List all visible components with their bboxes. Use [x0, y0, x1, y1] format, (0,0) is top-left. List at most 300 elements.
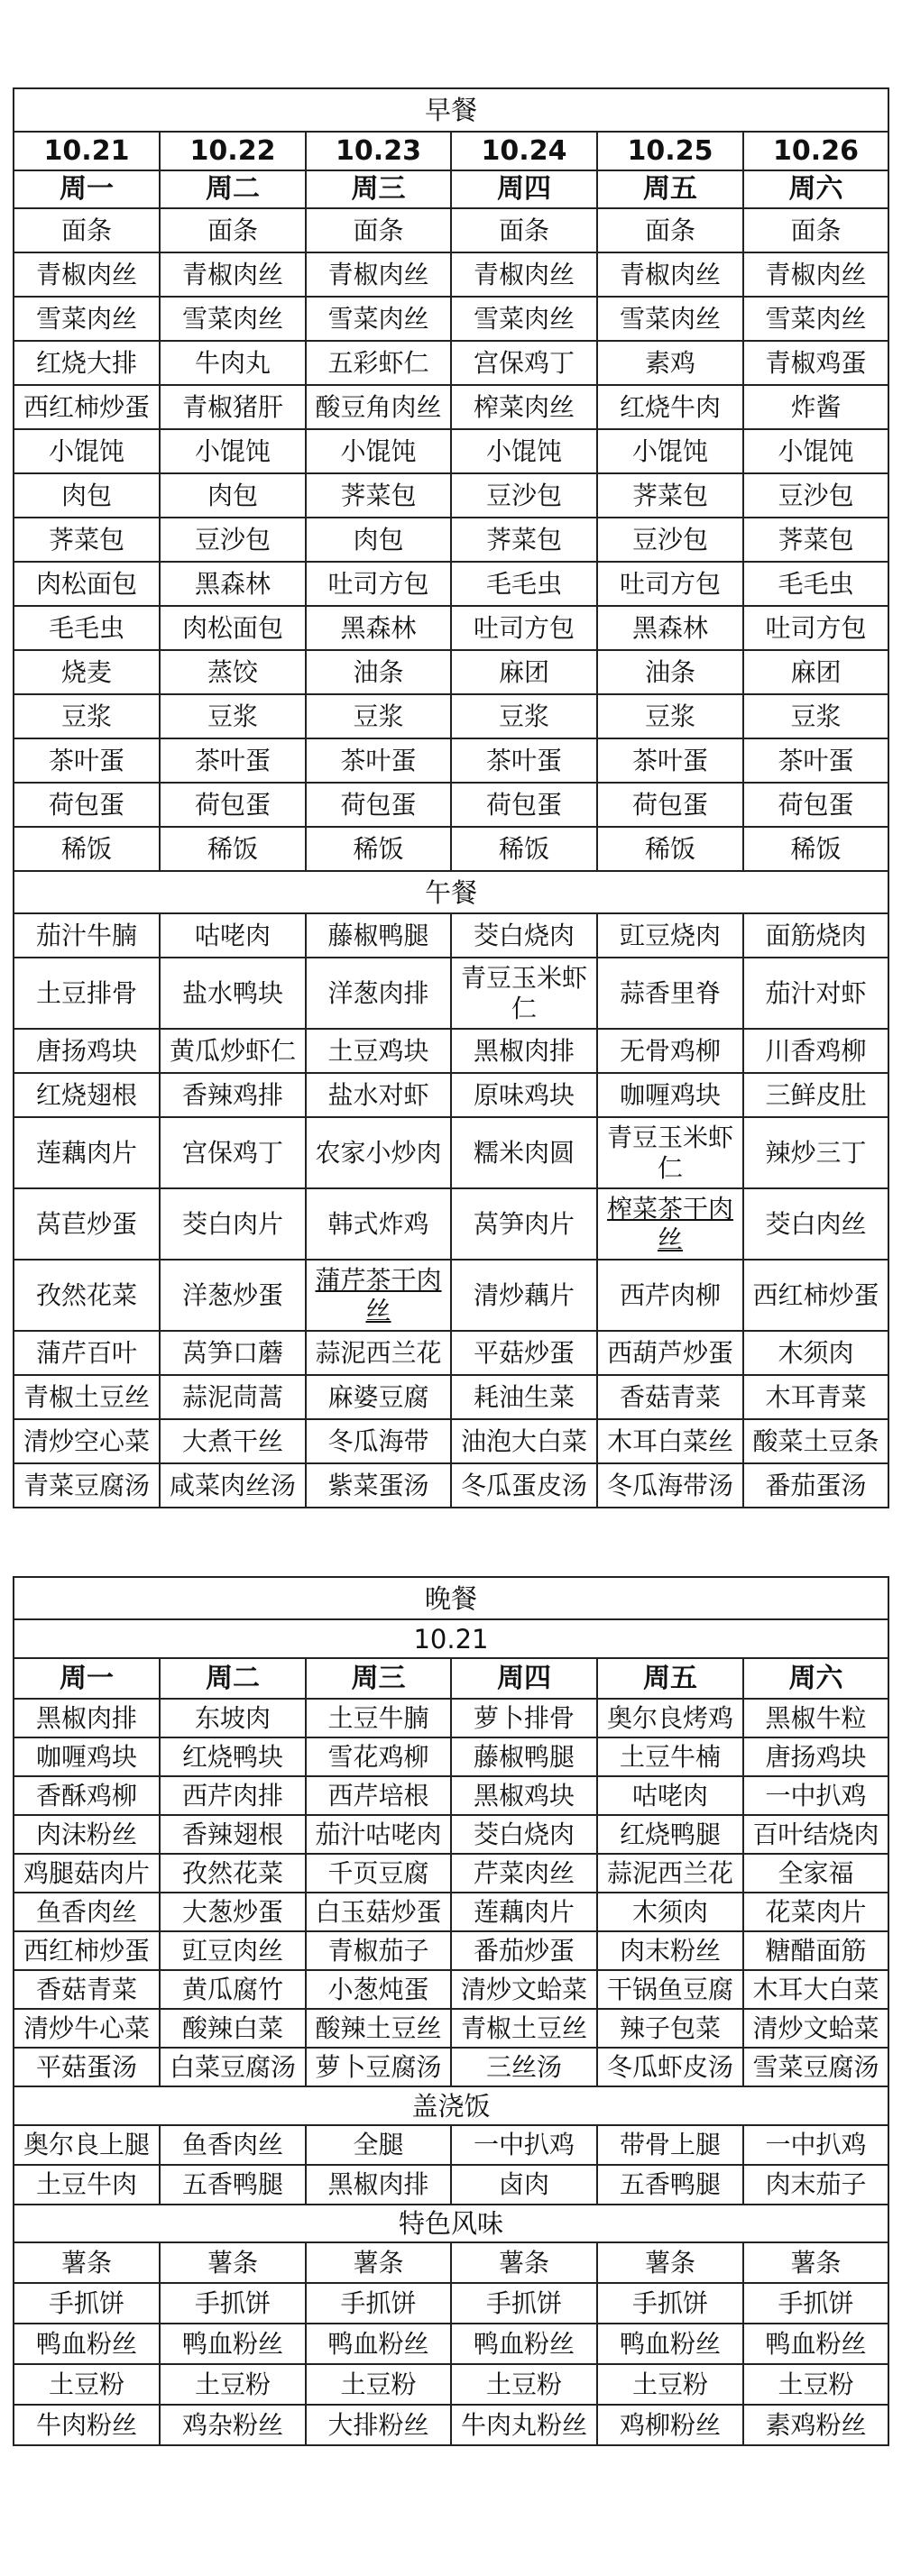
menu-item: 土豆排骨 — [14, 958, 160, 1029]
menu-item: 土豆粉 — [160, 2364, 306, 2405]
menu-item: 花菜肉片 — [743, 1893, 888, 1931]
menu-item: 西红柿炒蛋 — [14, 385, 160, 429]
menu-item: 韩式炸鸡 — [306, 1188, 451, 1260]
weekday-header: 周六 — [743, 1658, 888, 1699]
menu-item: 雪菜肉丝 — [14, 297, 160, 341]
menu-item: 烧麦 — [14, 650, 160, 694]
date-header: 10.24 — [451, 132, 597, 170]
date-header: 10.21 — [14, 132, 160, 170]
menu-item: 咖喱鸡块 — [597, 1073, 743, 1117]
menu-item: 莴苣炒蛋 — [14, 1188, 160, 1260]
rice-bowl-row — [14, 2165, 888, 2205]
menu-item: 西红柿炒蛋 — [743, 1260, 888, 1331]
menu-item: 盐水鸭块 — [160, 958, 306, 1029]
breakfast-row — [14, 208, 888, 252]
menu-item: 清炒文蛤菜 — [451, 1970, 597, 2009]
dinner-date-row — [14, 1619, 888, 1658]
menu-item: 孜然花菜 — [14, 1260, 160, 1331]
menu-item: 莲藕肉片 — [14, 1117, 160, 1188]
weekday-header: 周三 — [306, 170, 451, 208]
dinner-row — [14, 1970, 888, 2009]
menu-item: 青椒鸡蛋 — [743, 341, 888, 385]
breakfast-row — [14, 297, 888, 341]
menu-item: 西芹培根 — [306, 1776, 451, 1815]
menu-item: 雪花鸡柳 — [306, 1737, 451, 1776]
rice-bowl-title: 盖浇饭 — [14, 2086, 888, 2125]
menu-item: 毛毛虫 — [743, 562, 888, 606]
specialty-row — [14, 2242, 888, 2283]
menu-item: 全腿 — [306, 2125, 451, 2165]
dinner-title-row — [14, 1577, 888, 1619]
menu-item: 素鸡 — [597, 341, 743, 385]
menu-item: 茶叶蛋 — [160, 738, 306, 783]
lunch-row — [14, 913, 888, 958]
menu-item: 茄汁对虾 — [743, 958, 888, 1029]
date-header: 10.25 — [597, 132, 743, 170]
specialty-title: 特色风味 — [14, 2205, 888, 2242]
menu-item: 手抓饼 — [160, 2283, 306, 2324]
menu-item: 吐司方包 — [306, 562, 451, 606]
menu-item: 萝卜豆腐汤 — [306, 2048, 451, 2086]
menu-item: 大排粉丝 — [306, 2405, 451, 2445]
menu-item: 卤肉 — [451, 2165, 597, 2205]
menu-item: 青菜豆腐汤 — [14, 1463, 160, 1508]
menu-item: 红烧牛肉 — [597, 385, 743, 429]
menu-item: 香菇青菜 — [597, 1375, 743, 1419]
menu-item: 鸭血粉丝 — [743, 2324, 888, 2364]
breakfast-row — [14, 385, 888, 429]
menu-item: 面条 — [597, 208, 743, 252]
menu-item: 小葱炖蛋 — [306, 1970, 451, 2009]
menu-item: 黑椒肉排 — [451, 1029, 597, 1073]
menu-item: 稀饭 — [160, 827, 306, 871]
menu-item: 雪菜肉丝 — [743, 297, 888, 341]
menu-item: 薯条 — [743, 2242, 888, 2283]
menu-item: 稀饭 — [14, 827, 160, 871]
menu-item: 藤椒鸭腿 — [306, 913, 451, 958]
weekday-header: 周二 — [160, 170, 306, 208]
menu-item: 小馄饨 — [597, 429, 743, 473]
menu-item: 三丝汤 — [451, 2048, 597, 2086]
menu-item: 咖喱鸡块 — [14, 1737, 160, 1776]
dinner-row — [14, 1854, 888, 1893]
menu-item: 洋葱炒蛋 — [160, 1260, 306, 1331]
menu-item: 土豆牛肉 — [14, 2165, 160, 2205]
menu-item: 辣子包菜 — [597, 2009, 743, 2048]
menu-item: 茭白肉片 — [160, 1188, 306, 1260]
menu-item: 手抓饼 — [14, 2283, 160, 2324]
menu-item: 青椒茄子 — [306, 1931, 451, 1970]
menu-item: 面筋烧肉 — [743, 913, 888, 958]
specialty-row — [14, 2364, 888, 2405]
menu-item: 豆浆 — [743, 694, 888, 738]
menu-item: 豆沙包 — [451, 473, 597, 518]
menu-item: 木须肉 — [743, 1331, 888, 1375]
rice-bowl-row — [14, 2125, 888, 2165]
menu-item: 土豆牛楠 — [597, 1737, 743, 1776]
menu-item: 一中扒鸡 — [451, 2125, 597, 2165]
breakfast-row — [14, 473, 888, 518]
menu-item: 油条 — [597, 650, 743, 694]
dinner-row — [14, 1815, 888, 1854]
weekday-header: 周二 — [160, 1658, 306, 1699]
menu-item: 小馄饨 — [451, 429, 597, 473]
menu-item: 油泡大白菜 — [451, 1419, 597, 1463]
menu-item: 鸭血粉丝 — [160, 2324, 306, 2364]
menu-item: 土豆粉 — [597, 2364, 743, 2405]
breakfast-row — [14, 783, 888, 827]
menu-item: 辣炒三丁 — [743, 1117, 888, 1188]
lunch-row — [14, 958, 888, 1029]
dinner-row — [14, 2009, 888, 2048]
menu-item: 酸菜土豆条 — [743, 1419, 888, 1463]
menu-item: 蒜泥茼蒿 — [160, 1375, 306, 1419]
menu-item: 清炒文蛤菜 — [743, 2009, 888, 2048]
menu-item: 肉包 — [306, 518, 451, 562]
menu-item: 五彩虾仁 — [306, 341, 451, 385]
menu-item: 稀饭 — [451, 827, 597, 871]
menu-item: 木须肉 — [597, 1893, 743, 1931]
menu-item: 牛肉丸粉丝 — [451, 2405, 597, 2445]
lunch-title: 午餐 — [14, 871, 888, 913]
menu-item: 豆浆 — [597, 694, 743, 738]
menu-item: 鸭血粉丝 — [14, 2324, 160, 2364]
menu-item: 青椒肉丝 — [451, 252, 597, 297]
menu-item: 茶叶蛋 — [597, 738, 743, 783]
menu-item: 肉松面包 — [160, 606, 306, 650]
menu-item: 小馄饨 — [743, 429, 888, 473]
breakfast-title-row — [14, 88, 888, 132]
menu-item: 千页豆腐 — [306, 1854, 451, 1893]
menu-item: 宫保鸡丁 — [160, 1117, 306, 1188]
menu-item: 小馄饨 — [306, 429, 451, 473]
lunch-row — [14, 1073, 888, 1117]
menu-item: 红烧鸭腿 — [597, 1815, 743, 1854]
menu-item: 五香鸭腿 — [597, 2165, 743, 2205]
menu-item: 清炒牛心菜 — [14, 2009, 160, 2048]
menu-item: 炸酱 — [743, 385, 888, 429]
menu-item: 盐水对虾 — [306, 1073, 451, 1117]
menu-item: 肉包 — [14, 473, 160, 518]
menu-item: 紫菜蛋汤 — [306, 1463, 451, 1508]
menu-item: 原味鸡块 — [451, 1073, 597, 1117]
menu-item: 带骨上腿 — [597, 2125, 743, 2165]
menu-item: 西红柿炒蛋 — [14, 1931, 160, 1970]
menu-item: 萝卜排骨 — [451, 1699, 597, 1737]
breakfast-row — [14, 694, 888, 738]
menu-item: 百叶结烧肉 — [743, 1815, 888, 1854]
menu-item: 牛肉丸 — [160, 341, 306, 385]
menu-item: 咸菜肉丝汤 — [160, 1463, 306, 1508]
weekday-header: 周四 — [451, 1658, 597, 1699]
menu-item: 荷包蛋 — [306, 783, 451, 827]
menu-item: 青椒土豆丝 — [451, 2009, 597, 2048]
menu-item: 一中扒鸡 — [743, 2125, 888, 2165]
lunch-title-row — [14, 871, 888, 913]
menu-item: 稀饭 — [597, 827, 743, 871]
menu-item: 豆沙包 — [160, 518, 306, 562]
menu-item: 香菇青菜 — [14, 1970, 160, 2009]
menu-item: 面条 — [743, 208, 888, 252]
menu-item: 豇豆肉丝 — [160, 1931, 306, 1970]
specialty-row — [14, 2283, 888, 2324]
menu-item: 牛肉粉丝 — [14, 2405, 160, 2445]
menu-item: 鱼香肉丝 — [160, 2125, 306, 2165]
menu-item: 蒲芹茶干肉丝 — [306, 1260, 451, 1331]
menu-item: 大煮干丝 — [160, 1419, 306, 1463]
weekday-header: 周五 — [597, 170, 743, 208]
menu-item: 吐司方包 — [743, 606, 888, 650]
menu-item: 青豆玉米虾仁 — [597, 1117, 743, 1188]
menu-item: 黑椒牛粒 — [743, 1699, 888, 1737]
menu-item: 白玉菇炒蛋 — [306, 1893, 451, 1931]
menu-item: 木耳大白菜 — [743, 1970, 888, 2009]
menu-item: 荷包蛋 — [743, 783, 888, 827]
menu-item: 黑椒肉排 — [14, 1699, 160, 1737]
menu-item: 雪菜肉丝 — [451, 297, 597, 341]
menu-item: 西芹肉柳 — [597, 1260, 743, 1331]
menu-item: 香辣翅根 — [160, 1815, 306, 1854]
menu-item: 榨菜肉丝 — [451, 385, 597, 429]
menu-item: 小馄饨 — [160, 429, 306, 473]
menu-item: 吐司方包 — [451, 606, 597, 650]
menu-item: 土豆粉 — [743, 2364, 888, 2405]
menu-item: 咕咾肉 — [160, 913, 306, 958]
menu-item: 红烧鸭块 — [160, 1737, 306, 1776]
menu-item: 肉包 — [160, 473, 306, 518]
menu-item: 清炒空心菜 — [14, 1419, 160, 1463]
lunch-row — [14, 1419, 888, 1463]
specialty-row — [14, 2324, 888, 2364]
menu-item: 豆沙包 — [597, 518, 743, 562]
menu-item: 青椒肉丝 — [743, 252, 888, 297]
menu-item: 荠菜包 — [597, 473, 743, 518]
menu-item: 薯条 — [597, 2242, 743, 2283]
menu-item: 薯条 — [451, 2242, 597, 2283]
menu-item: 手抓饼 — [306, 2283, 451, 2324]
menu-item: 黑椒肉排 — [306, 2165, 451, 2205]
menu-item: 莴笋肉片 — [451, 1188, 597, 1260]
menu-item: 雪菜肉丝 — [597, 297, 743, 341]
menu-item: 薯条 — [14, 2242, 160, 2283]
menu-item: 茶叶蛋 — [743, 738, 888, 783]
breakfast-row — [14, 341, 888, 385]
menu-item: 豇豆烧肉 — [597, 913, 743, 958]
menu-item: 荠菜包 — [306, 473, 451, 518]
menu-item: 白菜豆腐汤 — [160, 2048, 306, 2086]
breakfast-row — [14, 827, 888, 871]
weekday-header: 周三 — [306, 1658, 451, 1699]
menu-item: 豆浆 — [451, 694, 597, 738]
menu-item: 薯条 — [306, 2242, 451, 2283]
menu-item: 藤椒鸭腿 — [451, 1737, 597, 1776]
breakfast-row — [14, 252, 888, 297]
menu-item: 番茄炒蛋 — [451, 1931, 597, 1970]
lunch-breakfast-menu-table — [13, 87, 889, 1508]
menu-item: 茭白烧肉 — [451, 1815, 597, 1854]
menu-item: 鸭血粉丝 — [306, 2324, 451, 2364]
menu-item: 酸豆角肉丝 — [306, 385, 451, 429]
menu-item: 面条 — [451, 208, 597, 252]
date-header: 10.22 — [160, 132, 306, 170]
breakfast-row — [14, 606, 888, 650]
menu-item: 雪菜肉丝 — [306, 297, 451, 341]
menu-item: 耗油生菜 — [451, 1375, 597, 1419]
lunch-row — [14, 1375, 888, 1419]
menu-item: 肉末粉丝 — [597, 1931, 743, 1970]
menu-item: 肉末茄子 — [743, 2165, 888, 2205]
menu-item: 素鸡粉丝 — [743, 2405, 888, 2445]
dinner-row — [14, 1776, 888, 1815]
rice-bowl-title-row — [14, 2086, 888, 2125]
menu-item: 薯条 — [160, 2242, 306, 2283]
menu-item: 黄瓜炒虾仁 — [160, 1029, 306, 1073]
menu-item: 手抓饼 — [743, 2283, 888, 2324]
menu-item: 西芹肉排 — [160, 1776, 306, 1815]
breakfast-row — [14, 738, 888, 783]
menu-item: 蒲芹百叶 — [14, 1331, 160, 1375]
menu-item: 干锅鱼豆腐 — [597, 1970, 743, 2009]
menu-item: 荷包蛋 — [451, 783, 597, 827]
menu-item: 荠菜包 — [743, 518, 888, 562]
menu-item: 洋葱肉排 — [306, 958, 451, 1029]
menu-item: 木耳青菜 — [743, 1375, 888, 1419]
menu-item: 五香鸭腿 — [160, 2165, 306, 2205]
menu-item: 麻团 — [743, 650, 888, 694]
menu-item: 黑森林 — [306, 606, 451, 650]
menu-item: 面条 — [306, 208, 451, 252]
menu-item: 鸭血粉丝 — [451, 2324, 597, 2364]
menu-item: 农家小炒肉 — [306, 1117, 451, 1188]
breakfast-row — [14, 562, 888, 606]
menu-item: 青椒肉丝 — [597, 252, 743, 297]
menu-item: 青豆玉米虾仁 — [451, 958, 597, 1029]
menu-item: 鸭血粉丝 — [597, 2324, 743, 2364]
menu-item: 平菇炒蛋 — [451, 1331, 597, 1375]
menu-item: 冬瓜虾皮汤 — [597, 2048, 743, 2086]
menu-item: 全家福 — [743, 1854, 888, 1893]
date-row — [14, 132, 888, 170]
date-header: 10.26 — [743, 132, 888, 170]
weekday-header: 周六 — [743, 170, 888, 208]
menu-item: 蒜香里脊 — [597, 958, 743, 1029]
menu-item: 土豆粉 — [306, 2364, 451, 2405]
dinner-row — [14, 1893, 888, 1931]
menu-item: 毛毛虫 — [451, 562, 597, 606]
menu-item: 平菇蛋汤 — [14, 2048, 160, 2086]
menu-item: 无骨鸡柳 — [597, 1029, 743, 1073]
weekday-row — [14, 170, 888, 208]
menu-item: 黑森林 — [160, 562, 306, 606]
menu-item: 奥尔良烤鸡 — [597, 1699, 743, 1737]
dinner-row — [14, 2048, 888, 2086]
breakfast-row — [14, 518, 888, 562]
menu-item: 豆浆 — [306, 694, 451, 738]
menu-item: 青椒猪肝 — [160, 385, 306, 429]
menu-item: 唐扬鸡块 — [743, 1737, 888, 1776]
menu-item: 豆浆 — [14, 694, 160, 738]
menu-item: 土豆粉 — [14, 2364, 160, 2405]
lunch-row — [14, 1029, 888, 1073]
menu-item: 大葱炒蛋 — [160, 1893, 306, 1931]
menu-item: 冬瓜海带汤 — [597, 1463, 743, 1508]
lunch-row — [14, 1117, 888, 1188]
menu-item: 麻婆豆腐 — [306, 1375, 451, 1419]
menu-item: 手抓饼 — [451, 2283, 597, 2324]
menu-item: 酸辣白菜 — [160, 2009, 306, 2048]
menu-item: 小馄饨 — [14, 429, 160, 473]
specialty-row — [14, 2405, 888, 2445]
menu-item: 茭白肉丝 — [743, 1188, 888, 1260]
menu-item: 茶叶蛋 — [306, 738, 451, 783]
menu-item: 雪菜肉丝 — [160, 297, 306, 341]
menu-item: 荷包蛋 — [14, 783, 160, 827]
menu-item: 一中扒鸡 — [743, 1776, 888, 1815]
menu-item: 鸡腿菇肉片 — [14, 1854, 160, 1893]
breakfast-row — [14, 429, 888, 473]
menu-item: 土豆牛腩 — [306, 1699, 451, 1737]
menu-item: 唐扬鸡块 — [14, 1029, 160, 1073]
weekday-header: 周四 — [451, 170, 597, 208]
menu-item: 鸡杂粉丝 — [160, 2405, 306, 2445]
menu-item: 荠菜包 — [14, 518, 160, 562]
menu-item: 三鲜皮肚 — [743, 1073, 888, 1117]
menu-item: 稀饭 — [743, 827, 888, 871]
date-header: 10.23 — [306, 132, 451, 170]
menu-item: 红烧大排 — [14, 341, 160, 385]
menu-item: 吐司方包 — [597, 562, 743, 606]
menu-item: 川香鸡柳 — [743, 1029, 888, 1073]
weekday-header: 周一 — [14, 170, 160, 208]
menu-item: 肉松面包 — [14, 562, 160, 606]
dinner-row — [14, 1737, 888, 1776]
menu-item: 奥尔良上腿 — [14, 2125, 160, 2165]
menu-item: 麻团 — [451, 650, 597, 694]
breakfast-title: 早餐 — [14, 88, 888, 132]
menu-item: 番茄蛋汤 — [743, 1463, 888, 1508]
weekday-header: 周五 — [597, 1658, 743, 1699]
menu-item: 黑椒鸡块 — [451, 1776, 597, 1815]
menu-item: 土豆粉 — [451, 2364, 597, 2405]
menu-item: 酸辣土豆丝 — [306, 2009, 451, 2048]
breakfast-row — [14, 650, 888, 694]
menu-item: 青椒肉丝 — [160, 252, 306, 297]
menu-item: 莴笋口蘑 — [160, 1331, 306, 1375]
menu-item: 香辣鸡排 — [160, 1073, 306, 1117]
menu-item: 稀饭 — [306, 827, 451, 871]
menu-item: 青椒土豆丝 — [14, 1375, 160, 1419]
menu-item: 香酥鸡柳 — [14, 1776, 160, 1815]
menu-item: 清炒藕片 — [451, 1260, 597, 1331]
menu-item: 荷包蛋 — [160, 783, 306, 827]
menu-item: 茄汁咕咾肉 — [306, 1815, 451, 1854]
menu-item: 鸡柳粉丝 — [597, 2405, 743, 2445]
menu-item: 面条 — [14, 208, 160, 252]
menu-item: 木耳白菜丝 — [597, 1419, 743, 1463]
menu-item: 冬瓜蛋皮汤 — [451, 1463, 597, 1508]
menu-item: 黄瓜腐竹 — [160, 1970, 306, 2009]
lunch-row — [14, 1188, 888, 1260]
menu-item: 茶叶蛋 — [14, 738, 160, 783]
lunch-row — [14, 1463, 888, 1508]
menu-item: 手抓饼 — [597, 2283, 743, 2324]
menu-item: 蒸饺 — [160, 650, 306, 694]
weekday-header: 周一 — [14, 1658, 160, 1699]
menu-item: 蒜泥西兰花 — [306, 1331, 451, 1375]
menu-item: 土豆鸡块 — [306, 1029, 451, 1073]
dinner-title: 晚餐 — [14, 1577, 888, 1619]
menu-item: 宫保鸡丁 — [451, 341, 597, 385]
